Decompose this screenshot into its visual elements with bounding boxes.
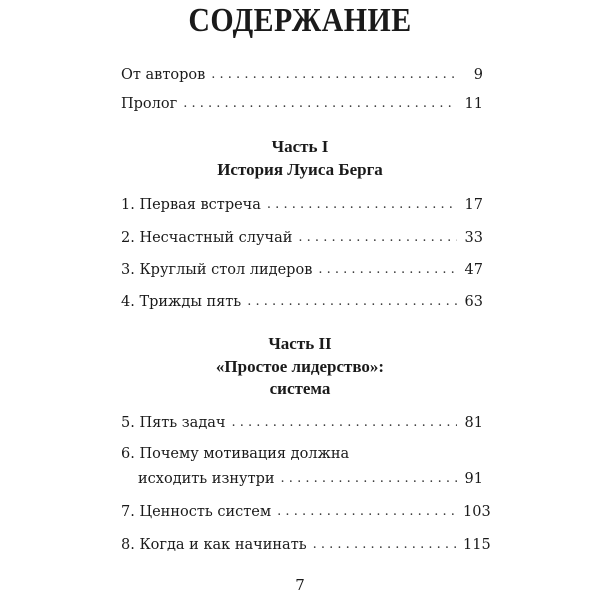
dot-leader bbox=[183, 95, 457, 113]
toc-entry-label: 2. Несчастный случай bbox=[121, 230, 293, 246]
page-title: СОДЕРЖАНИЕ bbox=[188, 2, 412, 39]
toc-entry-page: 33 bbox=[464, 230, 483, 246]
part-2-subtitle: система bbox=[269, 379, 331, 398]
part-2-title: «Простое лидерство»: bbox=[215, 357, 385, 376]
toc-entry-chapter-6 bbox=[121, 466, 483, 488]
page-number: 7 bbox=[295, 576, 305, 594]
toc-entry-page: 9 bbox=[473, 67, 483, 83]
toc-entry-chapter-7 bbox=[121, 499, 491, 521]
toc-entry-chapter-6-line1: 6. Почему мотивация должна bbox=[121, 446, 350, 462]
dot-leader bbox=[318, 261, 457, 279]
toc-entry-label-cont: исходить изнутри bbox=[138, 471, 275, 487]
toc-entry-label: 1. Первая встреча bbox=[121, 197, 261, 213]
toc-entry-chapter-2 bbox=[121, 225, 483, 247]
toc-entry-authors bbox=[121, 62, 483, 84]
toc-entry-chapter-5 bbox=[121, 410, 483, 432]
toc-entry-label: 3. Круглый стол лидеров bbox=[121, 262, 313, 278]
toc-entry-label: От авторов bbox=[121, 67, 206, 83]
dot-leader bbox=[247, 293, 457, 311]
toc-entry-page: 103 bbox=[463, 504, 491, 520]
dot-leader bbox=[231, 414, 457, 432]
dot-leader bbox=[298, 229, 457, 247]
toc-entry-chapter-8 bbox=[121, 532, 491, 554]
toc-entry-label: 4. Трижды пять bbox=[121, 294, 242, 310]
part-2-number: Часть II bbox=[268, 334, 332, 353]
toc-entry-page: 63 bbox=[464, 294, 483, 310]
toc-entry-chapter-3 bbox=[121, 257, 483, 279]
toc-entry-label: Пролог bbox=[121, 96, 178, 112]
toc-entry-page: 81 bbox=[464, 415, 483, 431]
dot-leader bbox=[211, 66, 457, 84]
toc-entry-page: 47 bbox=[464, 262, 483, 278]
toc-entry-page: 17 bbox=[464, 197, 483, 213]
toc-entry-page: 115 bbox=[463, 537, 491, 553]
toc-entry-page: 11 bbox=[464, 96, 483, 112]
toc-entry-label: 7. Ценность систем bbox=[121, 504, 272, 520]
toc-entry-label: 5. Пять задач bbox=[121, 415, 226, 431]
dot-leader bbox=[281, 470, 457, 488]
part-1-title: История Луиса Берга bbox=[217, 160, 383, 179]
dot-leader bbox=[277, 503, 457, 521]
toc-entry-label: 8. Когда и как начинать bbox=[121, 537, 307, 553]
toc-entry-chapter-1 bbox=[121, 192, 483, 214]
dot-leader bbox=[313, 536, 457, 554]
dot-leader bbox=[267, 196, 457, 214]
toc-entry-page: 91 bbox=[464, 471, 483, 487]
toc-entry-prologue bbox=[121, 91, 483, 113]
toc-entry-chapter-4 bbox=[121, 289, 483, 311]
part-1-number: Часть I bbox=[271, 137, 329, 156]
